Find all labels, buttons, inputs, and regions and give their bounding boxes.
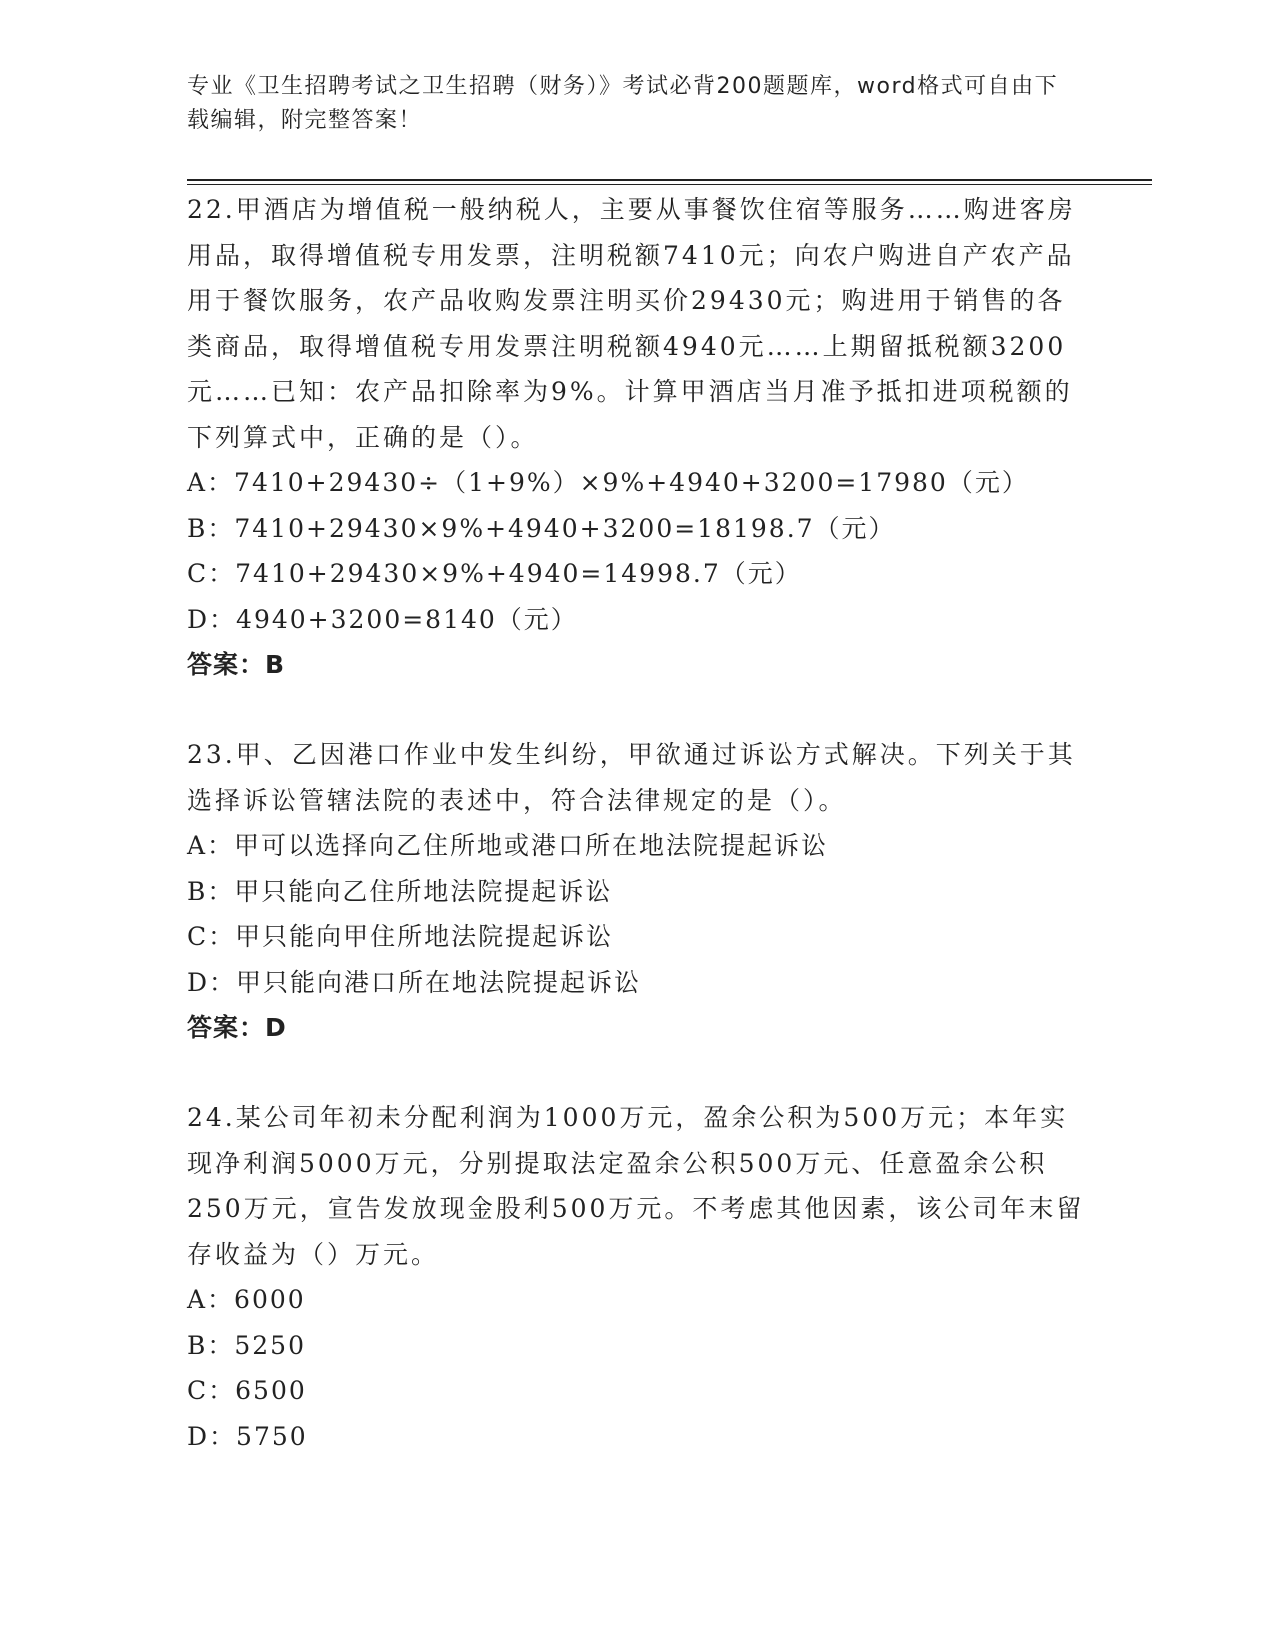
option-d: D：4940+3200=8140（元）: [187, 604, 578, 634]
answer: 答案：B: [187, 650, 286, 679]
option-c: C：甲只能向甲住所地法院提起诉讼: [187, 922, 614, 951]
question-22: [187, 187, 1087, 688]
question-stem: 24.某公司年初未分配利润为1000万元，盈余公积为500万元；本年实现净利润5000万元，分别提取法定盈余公积500万元、任意盈余公积250万元，宣告发放现金股利500万元。不考虑其他因素，该公司年末留存收益为（）万元。: [187, 1103, 1085, 1269]
option-c: C：7410+29430×9%+4940=14998.7（元）: [187, 559, 802, 588]
answer: 答案：D: [187, 1013, 287, 1042]
option-a: A：甲可以选择向乙住所地或港口所在地法院提起诉讼: [187, 831, 829, 860]
document-header: 专业《卫生招聘考试之卫生招聘（财务）》考试必背200题题库，word格式可自由下载编辑，附完整答案！: [187, 74, 1059, 133]
question-24: [187, 1095, 1087, 1459]
option-b: B：甲只能向乙住所地法院提起诉讼: [187, 876, 613, 906]
option-d: D：甲只能向港口所在地法院提起诉讼: [187, 967, 642, 997]
option-a: A：7410+29430÷（1+9%）×9%+4940+3200=17980（元）: [187, 468, 1029, 497]
question-23: [187, 732, 1087, 1051]
option-b: B：7410+29430×9%+4940+3200=18198.7（元）: [187, 513, 896, 543]
option-b: B：5250: [187, 1330, 306, 1360]
question-stem: 22.甲酒店为增值税一般纳税人，主要从事餐饮住宿等服务……购进客房用品，取得增值税专用发票，注明税额7410元；向农户购进自产农产品用于餐饮服务，农产品收购发票注明买价29430元；购进用于销售的各类商品，取得增值税专用发票注明税额4940元……上期留抵税额3200元……已知：农产品扣除率为9%。计算甲酒店当月准予抵扣进项税额的下列算式中，正确的是（）。: [187, 195, 1076, 452]
option-d: D：5750: [187, 1421, 308, 1451]
option-a: A：6000: [187, 1285, 306, 1314]
option-c: C：6500: [187, 1376, 307, 1405]
header-divider-thick: [187, 179, 1152, 181]
question-stem: 23.甲、乙因港口作业中发生纠纷，甲欲通过诉讼方式解决。下列关于其选择诉讼管辖法院的表述中，符合法律规定的是（）。: [187, 740, 1076, 815]
header-divider-thin: [187, 184, 1152, 185]
